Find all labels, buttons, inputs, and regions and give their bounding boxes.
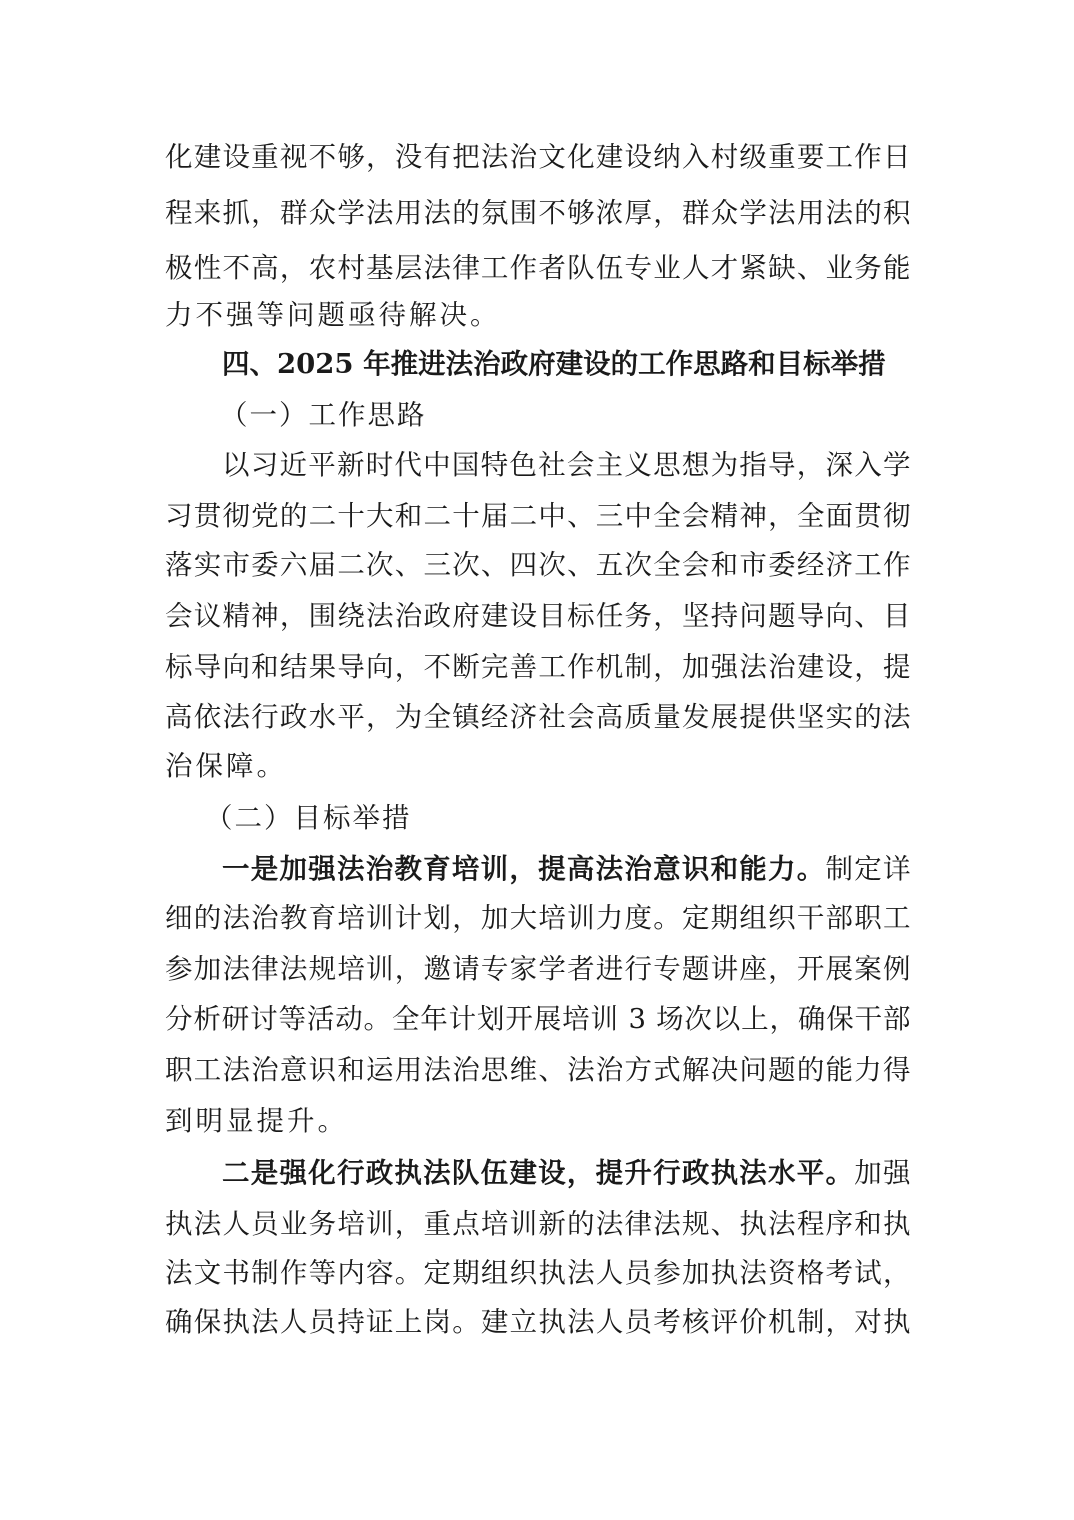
item-lead: 一是加强法治教育培训，提高法治意识和能力。 bbox=[222, 853, 826, 885]
paragraph-line: 职工法治意识和运用法治思维、法治方式解决问题的能力得 bbox=[165, 1054, 911, 1086]
paragraph-line: 执法人员业务培训，重点培训新的法律法规、执法程序和执 bbox=[165, 1208, 911, 1240]
paragraph-line bbox=[222, 849, 911, 889]
paragraph-line: 治保障。 bbox=[165, 750, 287, 782]
paragraph-line: 极性不高，农村基层法律工作者队伍专业人才紧缺、业务能 bbox=[165, 252, 911, 284]
paragraph-line: 法文书制作等内容。定期组织执法人员参加执法资格考试， bbox=[165, 1257, 911, 1289]
paragraph-line: 到明显提升。 bbox=[165, 1105, 348, 1137]
paragraph-line: 参加法律法规培训，邀请专家学者进行专题讲座，开展案例 bbox=[165, 953, 911, 985]
paragraph-line: 程来抓，群众学法用法的氛围不够浓厚，群众学法用法的积 bbox=[165, 197, 911, 229]
paragraph-line: 细的法治教育培训计划，加大培训力度。定期组织干部职工 bbox=[165, 902, 911, 934]
section-heading: 四、2025 年推进法治政府建设的工作思路和目标举措 bbox=[222, 348, 886, 380]
subsection-heading: （一）工作思路 bbox=[220, 399, 427, 431]
item-text: 加强 bbox=[854, 1157, 911, 1189]
paragraph-line: 落实市委六届二次、三次、四次、五次全会和市委经济工作 bbox=[165, 549, 911, 581]
paragraph-line: 化建设重视不够，没有把法治文化建设纳入村级重要工作日 bbox=[165, 141, 911, 173]
paragraph-line: 力不强等问题亟待解决。 bbox=[165, 299, 501, 331]
item-text: 制定详 bbox=[825, 853, 911, 885]
paragraph-line: 确保执法人员持证上岗。建立执法人员考核评价机制，对执 bbox=[165, 1306, 911, 1338]
paragraph-line: 习贯彻党的二十大和二十届二中、三中全会精神，全面贯彻 bbox=[165, 500, 911, 532]
paragraph-line: 以习近平新时代中国特色社会主义思想为指导，深入学 bbox=[222, 449, 911, 481]
paragraph-line: 分析研讨等活动。全年计划开展培训 3 场次以上，确保干部 bbox=[165, 1003, 911, 1035]
paragraph-line: 标导向和结果导向，不断完善工作机制，加强法治建设，提 bbox=[165, 651, 911, 683]
item-lead: 二是强化行政执法队伍建设，提升行政执法水平。 bbox=[222, 1157, 855, 1189]
paragraph-line: 高依法行政水平，为全镇经济社会高质量发展提供坚实的法 bbox=[165, 701, 911, 733]
paragraph-line: 会议精神，围绕法治政府建设目标任务，坚持问题导向、目 bbox=[165, 600, 911, 632]
paragraph-line bbox=[222, 1153, 911, 1193]
subsection-heading: （二）目标举措 bbox=[205, 802, 412, 834]
